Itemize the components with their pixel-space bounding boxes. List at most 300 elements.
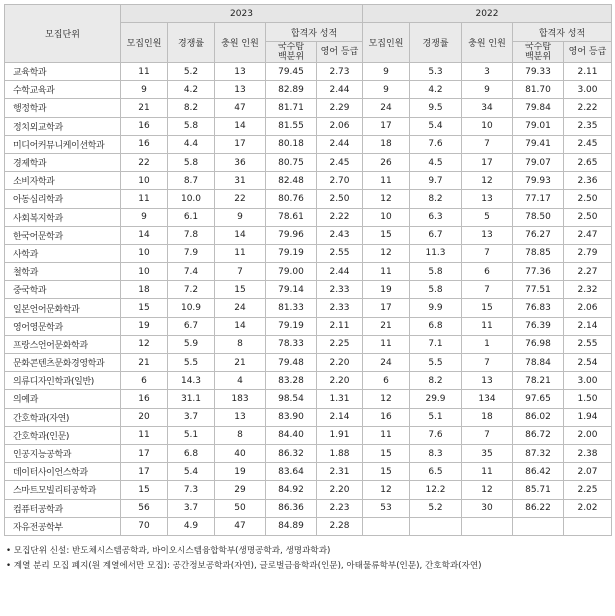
suneung-cell-2022: 86.42 [513,463,564,481]
english-cell-2023: 2.25 [317,335,363,353]
table-row [5,390,612,408]
english-cell-2023: 2.28 [317,517,363,535]
table-body [5,63,612,536]
quota-cell-2023: 9 [121,208,168,226]
english-cell-2022: 1.50 [564,390,612,408]
competition-cell-2023: 5.2 [168,63,215,81]
dept-cell: 스마트모빌리티공학과 [5,481,121,499]
table-row [5,172,612,190]
table-row [5,372,612,390]
extra-cell-2022: 6 [462,263,513,281]
dept-cell: 교육학과 [5,63,121,81]
quota-cell-2023: 11 [121,426,168,444]
english-cell-2022: 2.65 [564,153,612,171]
table-row [5,208,612,226]
extra-cell-2023: 14 [215,317,266,335]
suneung-cell-2023: 83.90 [266,408,317,426]
extra-cell-2023: 183 [215,390,266,408]
competition-cell-2023: 7.2 [168,281,215,299]
suneung-cell-2022: 86.02 [513,408,564,426]
english-cell-2022: 1.94 [564,408,612,426]
quota-cell-2023: 10 [121,263,168,281]
quota-cell-2022: 17 [363,299,410,317]
english-cell-2022: 2.35 [564,117,612,135]
dept-cell: 간호학과(자연) [5,408,121,426]
competition-cell-2022: 8.2 [410,372,462,390]
table-row [5,153,612,171]
dept-cell: 정치외교학과 [5,117,121,135]
quota-header-2023: 모집인원 [121,23,168,63]
extra-cell-2022: 7 [462,354,513,372]
competition-cell-2022: 11.3 [410,244,462,262]
extra-cell-2022: 13 [462,372,513,390]
dept-cell: 의예과 [5,390,121,408]
quota-cell-2023: 12 [121,335,168,353]
table-row [5,426,612,444]
english-header-2023: 영어 등급 [317,42,363,63]
extra-cell-2022: 11 [462,317,513,335]
quota-cell-2023: 17 [121,444,168,462]
quota-cell-2022: 17 [363,117,410,135]
competition-cell-2022: 9.9 [410,299,462,317]
footnotes [4,544,611,574]
english-cell-2022: 2.38 [564,444,612,462]
quota-cell-2023: 21 [121,99,168,117]
english-cell-2022: 2.36 [564,172,612,190]
extra-cell-2023: 7 [215,263,266,281]
suneung-cell-2022: 77.51 [513,281,564,299]
extra-cell-2022: 7 [462,281,513,299]
dept-cell: 행정학과 [5,99,121,117]
extra-cell-2022: 10 [462,117,513,135]
extra-cell-2023: 14 [215,117,266,135]
english-cell-2022: 2.02 [564,499,612,517]
extra-cell-2023: 29 [215,481,266,499]
english-cell-2022: 2.11 [564,63,612,81]
suneung-cell-2023: 80.76 [266,190,317,208]
competition-cell-2022: 6.8 [410,317,462,335]
extra-cell-2023: 19 [215,463,266,481]
quota-cell-2023: 56 [121,499,168,517]
quota-cell-2023: 20 [121,408,168,426]
suneung-cell-2023: 78.61 [266,208,317,226]
dept-cell: 문화콘텐츠문화경영학과 [5,354,121,372]
english-cell-2023: 2.44 [317,135,363,153]
extra-cell-2022: 5 [462,208,513,226]
competition-cell-2023: 31.1 [168,390,215,408]
competition-cell-2022: 7.6 [410,426,462,444]
suneung-cell-2023: 84.92 [266,481,317,499]
quota-cell-2022: 9 [363,81,410,99]
quota-cell-2022: 24 [363,354,410,372]
admission-results-document [4,4,611,574]
suneung-cell-2023: 83.64 [266,463,317,481]
quota-cell-2022: 18 [363,135,410,153]
suneung-cell-2022: 86.22 [513,499,564,517]
extra-cell-2022: 3 [462,63,513,81]
dept-cell: 경제학과 [5,153,121,171]
extra-cell-2022: 12 [462,481,513,499]
english-cell-2022: 2.32 [564,281,612,299]
english-cell-2022: 2.55 [564,335,612,353]
extra-cell-2023: 11 [215,244,266,262]
suneung-cell-2022: 78.50 [513,208,564,226]
quota-cell-2023: 16 [121,135,168,153]
table-row [5,408,612,426]
dept-cell: 프랑스언어문화학과 [5,335,121,353]
english-cell-2022: 2.79 [564,244,612,262]
extra-cell-2023: 9 [215,208,266,226]
competition-cell-2022: 5.8 [410,263,462,281]
suneung-cell-2023: 79.48 [266,354,317,372]
english-cell-2022: 2.27 [564,263,612,281]
english-cell-2022: 2.07 [564,463,612,481]
quota-cell-2023: 22 [121,153,168,171]
competition-cell-2023: 4.9 [168,517,215,535]
quota-cell-2023: 11 [121,190,168,208]
suneung-cell-2022: 79.41 [513,135,564,153]
table-row [5,63,612,81]
quota-cell-2023: 70 [121,517,168,535]
quota-cell-2023: 14 [121,226,168,244]
dept-cell: 데이터사이언스학과 [5,463,121,481]
quota-cell-2023: 16 [121,117,168,135]
table-row [5,81,612,99]
table-row [5,299,612,317]
competition-cell-2022: 8.2 [410,190,462,208]
dept-cell: 인공지능공학과 [5,444,121,462]
competition-cell-2023: 5.8 [168,117,215,135]
suneung-cell-2022: 78.84 [513,354,564,372]
competition-cell-2023: 10.9 [168,299,215,317]
quota-cell-2022: 26 [363,153,410,171]
competition-cell-2022: 7.1 [410,335,462,353]
extra-cell-2022: 18 [462,408,513,426]
suneung-cell-2022: 79.93 [513,172,564,190]
competition-cell-2023: 3.7 [168,408,215,426]
english-cell-2023: 2.22 [317,208,363,226]
english-cell-2023: 2.44 [317,81,363,99]
extra-cell-2022: 12 [462,172,513,190]
year-2022-header: 2022 [363,5,612,23]
extra-cell-2023: 8 [215,426,266,444]
english-cell-2023: 2.23 [317,499,363,517]
english-cell-2023: 1.31 [317,390,363,408]
admission-results-table [4,4,612,536]
quota-cell-2023: 17 [121,463,168,481]
extra-cell-2022: 13 [462,190,513,208]
extra-cell-2022: 1 [462,335,513,353]
suneung-cell-2023: 86.36 [266,499,317,517]
suneung-cell-2022: 76.98 [513,335,564,353]
competition-cell-2022: 5.1 [410,408,462,426]
competition-cell-2022: 5.8 [410,281,462,299]
english-cell-2022 [564,517,612,535]
extra-cell-2023: 14 [215,226,266,244]
english-cell-2022: 2.54 [564,354,612,372]
table-row [5,226,612,244]
table-row [5,190,612,208]
competition-cell-2022: 6.7 [410,226,462,244]
competition-cell-2022: 12.2 [410,481,462,499]
suneung-cell-2022: 78.21 [513,372,564,390]
competition-cell-2023: 5.9 [168,335,215,353]
suneung-cell-2023: 98.54 [266,390,317,408]
competition-header-2022: 경쟁률 [410,23,462,63]
quota-cell-2022 [363,517,410,535]
extra-cell-2022: 134 [462,390,513,408]
suneung-cell-2022: 86.72 [513,426,564,444]
suneung-cell-2023: 84.40 [266,426,317,444]
english-cell-2023: 2.20 [317,481,363,499]
suneung-cell-2023: 82.48 [266,172,317,190]
suneung-cell-2022: 76.27 [513,226,564,244]
english-cell-2022: 2.25 [564,481,612,499]
quota-cell-2022: 12 [363,390,410,408]
quota-cell-2022: 53 [363,499,410,517]
extra-cell-2023: 15 [215,281,266,299]
competition-cell-2023: 8.7 [168,172,215,190]
suneung-cell-2023: 81.55 [266,117,317,135]
suneung-cell-2022: 81.70 [513,81,564,99]
competition-cell-2023: 7.8 [168,226,215,244]
suneung-cell-2022: 85.71 [513,481,564,499]
competition-cell-2023: 4.2 [168,81,215,99]
dept-cell: 의류디자인학과(일반) [5,372,121,390]
english-cell-2023: 2.29 [317,99,363,117]
english-cell-2023: 2.43 [317,226,363,244]
competition-cell-2023: 6.8 [168,444,215,462]
extra-cell-2022: 11 [462,463,513,481]
extra-cell-2022 [462,517,513,535]
extra-cell-2023: 13 [215,63,266,81]
extra-cell-2022: 7 [462,244,513,262]
quota-cell-2023: 15 [121,481,168,499]
extra-cell-2023: 4 [215,372,266,390]
quota-cell-2022: 12 [363,190,410,208]
quota-cell-2022: 15 [363,444,410,462]
suneung-cell-2023: 80.18 [266,135,317,153]
table-row [5,517,612,535]
quota-cell-2022: 21 [363,317,410,335]
table-row [5,444,612,462]
quota-cell-2023: 10 [121,244,168,262]
suneung-cell-2023: 80.75 [266,153,317,171]
extra-header-2023: 충원 인원 [215,23,266,63]
english-cell-2023: 2.45 [317,153,363,171]
competition-cell-2022: 29.9 [410,390,462,408]
suneung-cell-2022: 79.33 [513,63,564,81]
english-cell-2023: 2.14 [317,408,363,426]
english-cell-2023: 2.20 [317,354,363,372]
extra-cell-2023: 50 [215,499,266,517]
suneung-cell-2023: 83.28 [266,372,317,390]
dept-cell: 소비자학과 [5,172,121,190]
quota-cell-2022: 15 [363,226,410,244]
suneung-cell-2022: 79.07 [513,153,564,171]
extra-cell-2023: 17 [215,135,266,153]
english-cell-2022: 2.06 [564,299,612,317]
competition-cell-2022 [410,517,462,535]
suneung-header-2022 [513,42,564,63]
competition-cell-2022: 9.5 [410,99,462,117]
competition-cell-2022: 5.3 [410,63,462,81]
footnote-new-units: • 모집단위 신설: 반도체시스템공학과, 바이오시스템융합학부(생명공학과, 생명과학과) [6,545,331,556]
suneung-cell-2022: 79.84 [513,99,564,117]
results-header-2023: 합격자 성적 [266,23,363,42]
english-cell-2022: 2.00 [564,426,612,444]
quota-cell-2022: 16 [363,408,410,426]
quota-cell-2023: 9 [121,81,168,99]
competition-cell-2023: 7.3 [168,481,215,499]
english-cell-2023: 1.91 [317,426,363,444]
extra-cell-2023: 40 [215,444,266,462]
extra-cell-2023: 8 [215,335,266,353]
table-row [5,244,612,262]
quota-cell-2023: 11 [121,63,168,81]
competition-cell-2023: 5.1 [168,426,215,444]
suneung-cell-2022: 79.01 [513,117,564,135]
competition-cell-2023: 7.9 [168,244,215,262]
extra-cell-2022: 7 [462,135,513,153]
extra-cell-2023: 36 [215,153,266,171]
extra-header-2022: 충원 인원 [462,23,513,63]
quota-cell-2022: 15 [363,463,410,481]
competition-cell-2023: 4.4 [168,135,215,153]
english-cell-2023: 2.33 [317,281,363,299]
extra-cell-2022: 30 [462,499,513,517]
extra-cell-2023: 22 [215,190,266,208]
suneung-cell-2022: 76.39 [513,317,564,335]
quota-cell-2022: 24 [363,99,410,117]
quota-cell-2022: 11 [363,172,410,190]
english-cell-2023: 2.11 [317,317,363,335]
quota-cell-2023: 15 [121,299,168,317]
quota-cell-2023: 21 [121,354,168,372]
dept-cell: 영어영문학과 [5,317,121,335]
extra-cell-2022: 9 [462,81,513,99]
english-cell-2023: 2.50 [317,190,363,208]
competition-cell-2023: 10.0 [168,190,215,208]
quota-cell-2022: 12 [363,244,410,262]
suneung-label: 국수탐 백분위 [277,42,305,62]
dept-cell: 미디어커뮤니케이션학과 [5,135,121,153]
english-header-2022: 영어 등급 [564,42,612,63]
extra-cell-2023: 13 [215,81,266,99]
competition-cell-2023: 6.1 [168,208,215,226]
competition-cell-2023: 6.7 [168,317,215,335]
english-cell-2023: 2.06 [317,117,363,135]
competition-cell-2023: 5.8 [168,153,215,171]
suneung-cell-2022: 87.32 [513,444,564,462]
quota-cell-2022: 10 [363,208,410,226]
dept-cell: 수학교육과 [5,81,121,99]
table-row [5,335,612,353]
english-cell-2023: 2.73 [317,63,363,81]
competition-cell-2023: 8.2 [168,99,215,117]
suneung-cell-2023: 84.89 [266,517,317,535]
competition-cell-2022: 9.7 [410,172,462,190]
extra-cell-2022: 15 [462,299,513,317]
dept-header: 모집단위 [5,5,121,63]
english-cell-2022: 2.22 [564,99,612,117]
competition-cell-2022: 5.2 [410,499,462,517]
dept-cell: 아동심리학과 [5,190,121,208]
table-row [5,463,612,481]
dept-cell: 컴퓨터공학과 [5,499,121,517]
competition-cell-2022: 5.5 [410,354,462,372]
extra-cell-2022: 13 [462,226,513,244]
table-row [5,135,612,153]
suneung-cell-2022: 78.85 [513,244,564,262]
suneung-cell-2022: 97.65 [513,390,564,408]
quota-cell-2023: 19 [121,317,168,335]
competition-cell-2023: 5.4 [168,463,215,481]
quota-cell-2022: 9 [363,63,410,81]
suneung-cell-2023: 79.19 [266,317,317,335]
dept-cell: 자유전공학부 [5,517,121,535]
dept-cell: 사학과 [5,244,121,262]
english-cell-2022: 2.14 [564,317,612,335]
competition-cell-2022: 8.3 [410,444,462,462]
english-cell-2022: 2.50 [564,190,612,208]
dept-cell: 중국학과 [5,281,121,299]
english-cell-2022: 2.47 [564,226,612,244]
table-row [5,317,612,335]
quota-cell-2022: 6 [363,372,410,390]
table-row [5,281,612,299]
dept-cell: 한국어문학과 [5,226,121,244]
quota-cell-2023: 6 [121,372,168,390]
suneung-header-2023 [266,42,317,63]
english-cell-2023: 2.70 [317,172,363,190]
extra-cell-2022: 7 [462,426,513,444]
competition-cell-2022: 7.6 [410,135,462,153]
extra-cell-2023: 21 [215,354,266,372]
dept-cell: 일본언어문화학과 [5,299,121,317]
suneung-cell-2023: 82.89 [266,81,317,99]
table-row [5,499,612,517]
suneung-cell-2023: 79.00 [266,263,317,281]
quota-cell-2023: 18 [121,281,168,299]
competition-cell-2022: 4.5 [410,153,462,171]
competition-header-2023: 경쟁률 [168,23,215,63]
competition-cell-2022: 6.3 [410,208,462,226]
table-row [5,354,612,372]
competition-cell-2022: 5.4 [410,117,462,135]
english-cell-2023: 2.31 [317,463,363,481]
extra-cell-2023: 13 [215,408,266,426]
english-cell-2023: 2.44 [317,263,363,281]
english-cell-2022: 3.00 [564,81,612,99]
results-header-2022: 합격자 성적 [513,23,612,42]
quota-cell-2022: 12 [363,481,410,499]
suneung-cell-2022: 77.17 [513,190,564,208]
year-2023-header: 2023 [121,5,363,23]
quota-cell-2023: 10 [121,172,168,190]
suneung-cell-2023: 81.33 [266,299,317,317]
competition-cell-2023: 3.7 [168,499,215,517]
english-cell-2023: 2.33 [317,299,363,317]
quota-cell-2023: 16 [121,390,168,408]
english-cell-2022: 3.00 [564,372,612,390]
quota-header-2022: 모집인원 [363,23,410,63]
english-cell-2023: 2.20 [317,372,363,390]
quota-cell-2022: 11 [363,335,410,353]
suneung-cell-2023: 79.14 [266,281,317,299]
extra-cell-2023: 47 [215,517,266,535]
dept-cell: 사회복지학과 [5,208,121,226]
